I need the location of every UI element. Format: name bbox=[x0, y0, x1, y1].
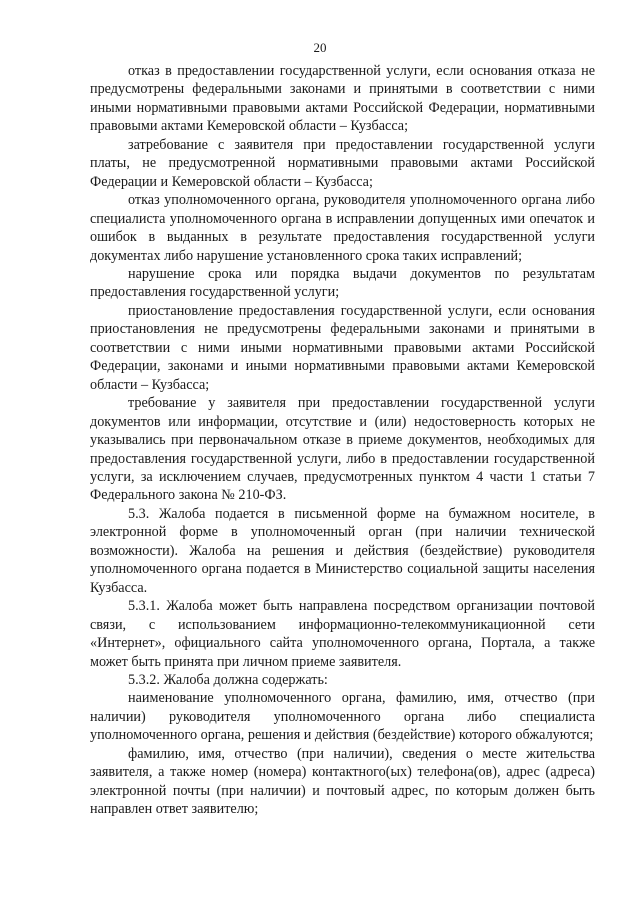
paragraph-document-demand: требование у заявителя при предоставлении государственной услуги документов или информации, отсутствие и (или) недостоверность которых не указывались при первоначальном отказе в приеме документов, необходимых для предоставления государственной услуги, либо в предоставлении государственной услуги, за исключением случаев, предусмотренных пунктом 4 части 1 статьи 7 Федерального закона № 210-ФЗ. bbox=[90, 395, 595, 504]
paragraph-5-3-1: 5.3.1. Жалоба может быть направлена посредством организации почтовой связи, с использованием информационно-телекоммуникационной сети «Интернет», официального сайта уполномоченного органа, Портала, а также может быть принята при личном приеме заявителя. bbox=[90, 598, 595, 670]
paragraph-correction-refusal: отказ уполномоченного органа, руководителя уполномоченного органа либо специалиста уполномоченного органа в исправлении допущенных ими опечаток и ошибок в выданных в результате предоставления государственной услуги документах либо нарушение установленного срока таких исправлений; bbox=[90, 192, 595, 264]
paragraph-5-3-2: 5.3.2. Жалоба должна содержать: bbox=[128, 671, 328, 688]
page-number: 20 bbox=[313, 40, 327, 55]
document-body bbox=[90, 62, 595, 819]
paragraph-authority-name: наименование уполномоченного органа, фамилию, имя, отчество (при наличии) руководителя уполномоченного органа либо специалиста уполномоченного органа, решения и действия (бездействие) которого обжалуются; bbox=[90, 690, 595, 744]
paragraph-applicant-details: фамилию, имя, отчество (при наличии), сведения о месте жительства заявителя, а также номер (номера) контактного(ых) телефона(ов), адрес (адреса) электронной почты (при наличии) и почтовый адрес, по которым должен быть направлен ответ заявителю; bbox=[90, 745, 595, 818]
paragraph-fee-demand: затребование с заявителя при предоставлении государственной услуги платы, не предусмотренной нормативными правовыми актами Российской Федерации и Кемеровской области – Кузбасса; bbox=[90, 136, 595, 190]
paragraph-refusal: отказ в предоставлении государственной услуги, если основания отказа не предусмотрены федеральными законами и принятыми в соответствии с ними иными нормативными правовыми актами Российской Федерации, нормативными правовыми актами Кемеровской области – Кузбасса; bbox=[90, 63, 595, 135]
paragraph-suspension: приостановление предоставления государственной услуги, если основания приостановления не предусмотрены федеральными законами и принятыми в соответствии с ними иными нормативными правовыми актами Российской Федерации, законами и иными нормативными правовыми актами Кемеровской области – Кузбасса; bbox=[90, 302, 595, 393]
paragraph-issuance-violation: нарушение срока или порядка выдачи документов по результатам предоставления государственной услуги; bbox=[90, 265, 595, 301]
paragraph-5-3: 5.3. Жалоба подается в письменной форме на бумажном носителе, в электронной форме в уполномоченный орган (при наличии технической возможности). Жалоба на решения и действия (бездействие) руководителя уполномоченного органа подается в Министерство социальной защиты населения Кузбасса. bbox=[90, 505, 595, 596]
